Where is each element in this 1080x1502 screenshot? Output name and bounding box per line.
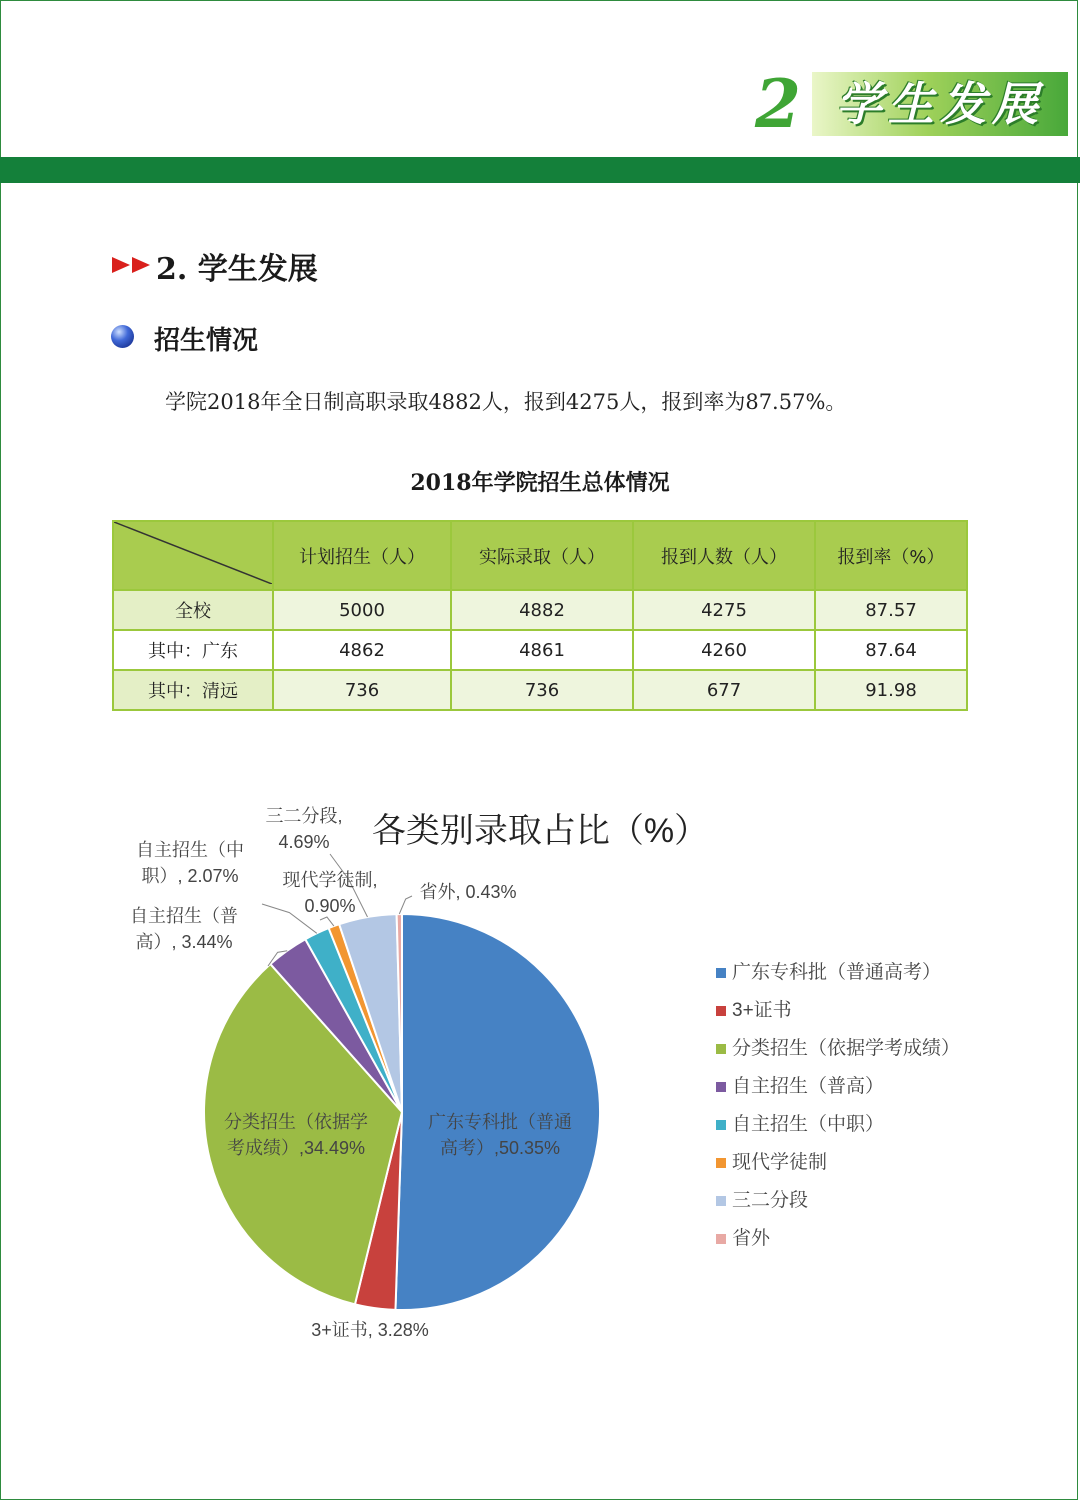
row-label: 全校 [113,590,273,630]
leader-line [399,896,412,914]
table-title: 2018年学院招生总体情况 [410,470,670,496]
bullet-ball-icon [111,325,134,348]
data-label: 省外, 0.43% [419,882,517,902]
legend-swatch [716,1006,726,1016]
legend-label: 自主招生（普高） [732,1076,885,1097]
data-label: 现代学徒制, 0.90% [282,870,378,916]
table-cell: 677 [633,670,815,710]
chapter-banner [812,72,1068,136]
table-cell: 4275 [633,590,815,630]
legend-swatch [716,1044,726,1054]
chart-title: 各类别录取占比（%） [371,812,709,850]
legend-swatch [716,968,726,978]
legend-label: 3+证书 [732,1000,792,1021]
table-cell: 736 [451,670,633,710]
legend-label: 现代学徒制 [732,1152,828,1173]
table-cell: 4260 [633,630,815,670]
table-cell: 4861 [451,630,633,670]
legend-swatch [716,1196,726,1206]
table-cell: 91.98 [815,670,967,710]
body-paragraph: 学院2018年全日制高职录取4882人，报到4275人，报到率为87.57%。 [165,390,847,414]
row-label: 其中：广东 [113,630,273,670]
data-label: 三二分段, 4.69% [265,806,343,852]
leader-line [320,917,334,926]
double-arrow-icon [112,255,154,275]
diagonal-line [114,522,272,584]
table-header-row [113,521,967,590]
table-row [113,670,967,710]
enrollment-table [112,520,968,711]
header-cell: 计划招生（人） [273,521,451,590]
data-label: 分类招生（依据学考成绩）,34.49% [224,1112,368,1158]
row-label: 其中：清远 [113,670,273,710]
table-cell: 4862 [273,630,451,670]
table-cell: 87.64 [815,630,967,670]
legend-swatch [716,1234,726,1244]
chapter-number: 2 [755,65,801,143]
legend-label: 广东专科批（普通高考） [732,962,942,983]
table-row [113,590,967,630]
table-cell: 4882 [451,590,633,630]
header-band [0,157,1080,183]
data-label: 自主招生（普高）, 3.44% [130,906,238,952]
legend-label: 自主招生（中职） [732,1114,885,1135]
section-title: 2. 学生发展 [156,252,318,287]
table-cell: 87.57 [815,590,967,630]
pie-chart [0,780,1080,1380]
chapter-title: 学生发展 [836,77,1044,131]
legend-label: 省外 [732,1228,771,1249]
header-cell: 实际录取（人） [451,521,633,590]
header-cell: 报到人数（人） [633,521,815,590]
data-label: 自主招生（中职）, 2.07% [136,840,244,886]
legend-label: 三二分段 [732,1190,809,1211]
legend-label: 分类招生（依据学考成绩） [732,1038,961,1059]
legend-swatch [716,1120,726,1130]
diagonal-corner-cell [113,521,273,590]
subsection-title: 招生情况 [154,326,259,356]
table-cell: 5000 [273,590,451,630]
header-cell: 报到率（%） [815,521,967,590]
table-row [113,630,967,670]
legend-swatch [716,1082,726,1092]
legend-swatch [716,1158,726,1168]
data-label: 广东专科批（普通高考）,50.35% [428,1112,572,1158]
table-cell: 736 [273,670,451,710]
data-label: 3+证书, 3.28% [311,1320,429,1340]
